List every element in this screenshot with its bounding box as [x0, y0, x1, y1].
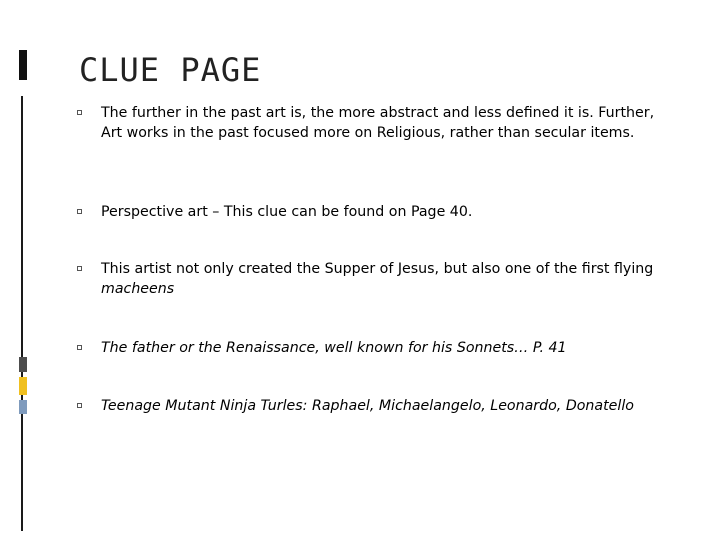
- bullet-text: The father or the Renaissance, well known for his Sonnets… P. 41: [101, 340, 567, 356]
- slide-title: CLUE PAGE: [79, 51, 262, 89]
- accent-block-gray: [19, 357, 27, 372]
- bullet-text: Teenage Mutant Ninja Turles: Raphael, Michaelangelo, Leonardo, Donatello: [101, 398, 634, 414]
- square-bullet-icon: [77, 266, 82, 271]
- bullet-text: Perspective art – This clue can be found on Page 40.: [101, 204, 473, 220]
- bullet-item-abstract-art: [77, 103, 667, 143]
- square-bullet-icon: [77, 345, 82, 350]
- bullet-text-plain: This artist not only created the Supper of Jesus, but also one of the first flying: [101, 261, 654, 277]
- bullet-text: [101, 259, 667, 299]
- accent-block-blue: [19, 400, 27, 414]
- square-bullet-icon: [77, 209, 82, 214]
- bullet-item-renaissance-father: [77, 338, 667, 358]
- bullet-text: The further in the past art is, the more abstract and less defined it is. Further, Art works in the past focused more on Religious, rather than secular items.: [101, 105, 655, 141]
- left-rail-line: [21, 96, 23, 531]
- square-bullet-icon: [77, 110, 82, 115]
- bullet-item-perspective-art: [77, 202, 667, 222]
- bullet-item-artist-supper: [77, 259, 667, 299]
- title-accent-bar: [19, 50, 27, 80]
- bullet-text-italic: macheens: [101, 281, 175, 297]
- square-bullet-icon: [77, 403, 82, 408]
- accent-block-gold: [19, 377, 27, 395]
- bullet-item-ninja-turtles: [77, 396, 667, 416]
